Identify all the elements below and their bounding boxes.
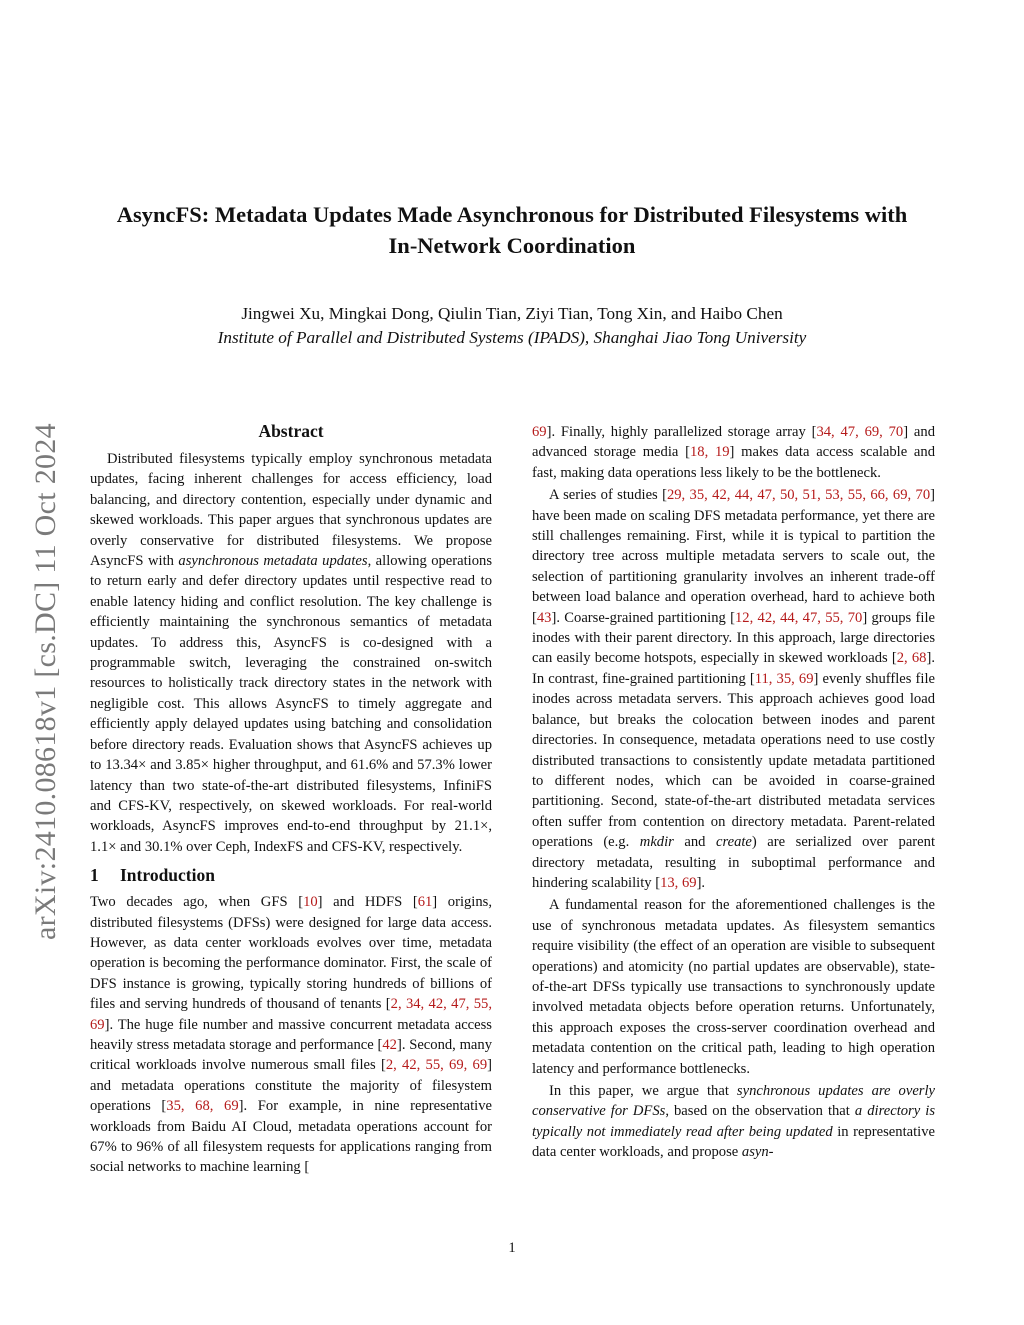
left-column — [90, 420, 492, 1178]
citation-link[interactable]: 18, 19 — [689, 444, 730, 461]
emphasis: mkdir — [639, 834, 674, 851]
intro-paragraph-1: Two decades ago, when GFS [10] and HDFS [61] origins, distributed filesystems (DFSs) were designed for large data access. However, as data center workloads evolves over time, metadata operation is becoming the performance dominator. First, the scale of DFS instance is growing, typically storing hundreds of billions of files and serving hundreds of thousand of tenants [2, 34, 42, 47, 55, 69]. The huge file number and massive concurrent metadata access heavily stress metadata storage and performance [42]. Second, many critical workloads involve numerous small files [2, 42, 55, 69, 69] and metadata operations constitute the majority of filesystem operations [35, 68, 69]. For example, in nine representative workloads from Baidu AI Cloud, metadata operations account for 67% to 96% of all filesystem requests for applications ranging from social networks to machine learning [ — [90, 894, 493, 1176]
citation-link[interactable]: 34, 47, 69, 70 — [816, 424, 904, 440]
citation-link[interactable]: 29, 35, 42, 44, 47, 50, 51, 53, 55, 66, 69, 70 — [666, 487, 931, 504]
affiliation: Institute of Parallel and Distributed Systems (IPADS), Shanghai Jiao Tong University — [217, 328, 807, 347]
citation-link[interactable]: 13, 69 — [660, 874, 697, 891]
citation-link[interactable]: 11, 35, 69 — [754, 670, 814, 687]
right-column — [532, 422, 935, 1163]
page-number: 1 — [508, 1240, 516, 1256]
citation-link[interactable]: 35, 68, 69 — [166, 1098, 239, 1115]
abstract-heading: Abstract — [258, 421, 324, 441]
section-heading-introduction — [90, 864, 492, 886]
title-line-1: AsyncFS: Metadata Updates Made Asynchronous for Distributed Filesystems with — [116, 202, 908, 227]
arxiv-identifier: arXiv:2410.08618v1 [cs.DC] 11 Oct 2024 — [29, 423, 62, 940]
intro-paragraph-1-continued: 69]. Finally, highly parallelized storage array [34, 47, 69, 70] and advanced storage media [18, 19] makes data access scalable and fast, making data operations less likely to be the bottleneck. — [532, 424, 936, 481]
section-number: 1 — [90, 865, 99, 886]
intro-paragraph-4: In this paper, we argue that synchronous updates are overly conservative for DFSs, based on the observation that a directory is typically not immediately read after being updated in representative data center workloads, and propose asyn- — [532, 1083, 936, 1161]
emphasis: a directory is typically not immediately read after being updated — [532, 1103, 935, 1140]
citation-link[interactable]: 2, 68 — [896, 650, 927, 667]
emphasis: create — [715, 834, 752, 851]
emphasis: asyn- — [741, 1144, 774, 1161]
citation-link[interactable]: 10 — [303, 894, 318, 911]
section-title: Introduction — [120, 865, 215, 886]
title-line-2: In-Network Coordination — [388, 233, 636, 258]
emphasis: synchronous updates are overly conservative for DFSs — [532, 1083, 936, 1120]
abstract-paragraph: Distributed filesystems typically employ synchronous metadata updates, facing inherent challenges for access efficiency, load balancing, and directory contention, especially under dynamic and skewed workloads. This paper argues that synchronous updates are overly conservative for distributed filesystems. We propose AsyncFS with asynchronous metadata updates, allowing operations to return early and defer directory updates until respective read to enable latency hiding and conflict resolution. The key challenge is efficiently maintaining the synchronous semantics of metadata updates. To address this, AsyncFS is co-designed with a programmable switch, leveraging the constrained on-switch resources to holistically track directory states in the network with negligible cost. This allows AsyncFS to timely aggregate and efficiently apply delayed updates using batching and consolidation before directory reads. Evaluation shows that AsyncFS achieves up to 13.34× and 3.85× higher throughput, and 61.6% and 57.3% lower latency than two state-of-the-art distributed filesystems, InfiniFS and CFS-KV, respectively, on skewed workloads. For real-world workloads, AsyncFS improves end-to-end throughput by 21.1×, 1.1× and 30.1% over Ceph, IndexFS and CFS-KV, respectively. — [90, 451, 492, 855]
citation-link[interactable]: 2, 42, 55, 69, 69 — [385, 1057, 488, 1074]
citation-link[interactable]: 12, 42, 44, 47, 55, 70 — [735, 609, 863, 626]
citation-link[interactable]: 69 — [532, 424, 547, 440]
citation-link[interactable]: 2, 34, 42, 47, 55, 69 — [90, 996, 492, 1033]
intro-paragraph-3: A fundamental reason for the aforementioned challenges is the use of synchronous metadata updates. As filesystem semantics require visibility (the effect of an operation are visible to subsequent operations) and atomicity (no partial updates are observable), state-of-the-art DFSs typically use transactions to synchronously update involved metadata objects before operation returns. Unfortunately, this approach exposes the cross-server coordination overhead and metadata contention on the critical path, leading to high operation latency and performance bottlenecks. — [532, 897, 935, 1077]
intro-paragraph-2: A series of studies [29, 35, 42, 44, 47, 50, 51, 53, 55, 66, 69, 70] have been made on scaling DFS metadata performance, yet there are still challenges remaining. First, while it is typical to partition the directory tree across multiple metadata servers to scale out, the selection of partitioning granularity involves an inherent trade-off between load balance and operation overhead, hard to achieve both [43]. Coarse-grained partitioning [12, 42, 44, 47, 55, 70] groups file inodes with their parent directory. In this approach, large directories can easily become hotspots, especially in skewed workloads [2, 68]. In contrast, fine-grained partitioning [11, 35, 69] evenly shuffles file inodes across metadata servers. This approach achieves good load balance, but breaks the colocation between inodes and parent directories. In consequence, metadata operations need to use costly distributed transactions to consistently update metadata partitioned to different nodes, which can be avoided in coarse-grained partitioning. Second, state-of-the-art distributed metadata services often suffer from contention on directory metadata. Parent-related operations (e.g. mkdir and create) are serialized over parent directory metadata, resulting in suboptimal performance and hindering scalability [13, 69]. — [532, 487, 936, 891]
citation-link[interactable]: 43 — [536, 609, 552, 626]
abstract-emphasis: asynchronous metadata updates — [178, 553, 368, 570]
citation-link[interactable]: 42 — [382, 1036, 397, 1053]
author-list: Jingwei Xu, Mingkai Dong, Qiulin Tian, Ziyi Tian, Tong Xin, and Haibo Chen — [241, 304, 783, 323]
citation-link[interactable]: 61 — [417, 894, 433, 911]
paper-title — [60, 199, 964, 261]
